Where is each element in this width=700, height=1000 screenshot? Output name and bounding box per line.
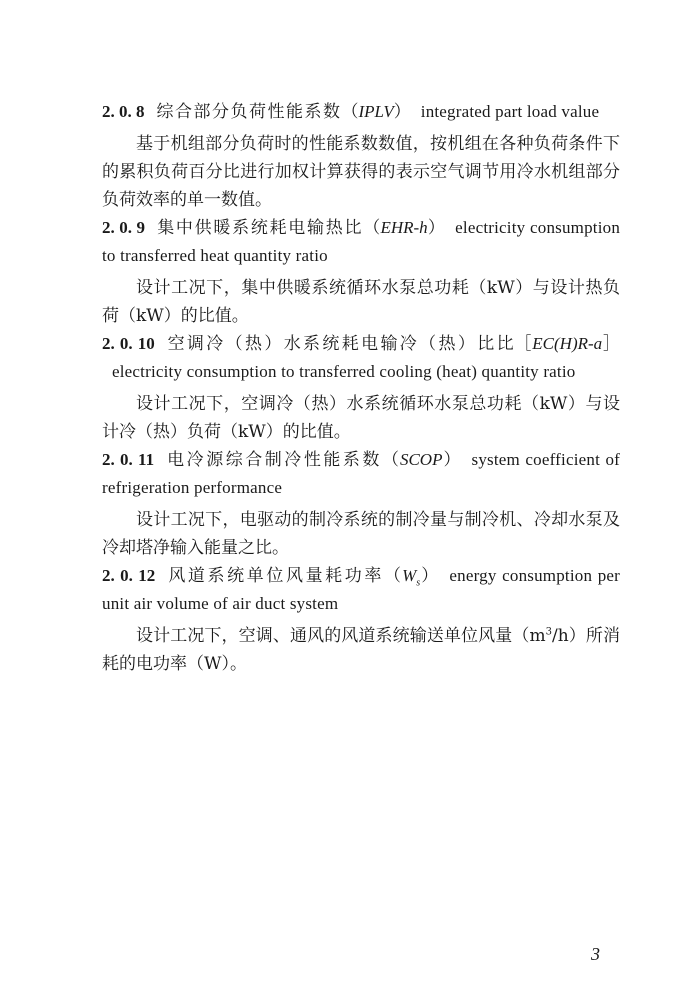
term-heading: 2. 0. 12 风道系统单位风量耗功率$(W_s)$ energy consumption per unit air volume of air duct system: [102, 566, 621, 613]
term-abbreviation: EC(H)R-a: [532, 334, 603, 353]
page-number: 3: [591, 944, 600, 964]
term-heading: 2. 0. 11 电冷源综合制冷性能系数（SCOP） system coefficient of refrigeration performance: [102, 450, 621, 497]
term-english: system coefficient of refrigeration performance: [102, 450, 621, 497]
term-abbreviation: IPLV: [358, 102, 394, 121]
term-definition: 设计工况下，电驱动的制冷系统的制冷量与制冷机、冷却水泵及冷却塔净输入能量之比。: [102, 510, 620, 558]
term-definition: 设计工况下，空调冷（热）水系统循环水泵总功耗（kW）与设计冷（热）负荷（kW）的比值。: [102, 394, 620, 442]
term-entry-2-0-9: [102, 214, 620, 330]
term-entry-2-0-11: [102, 446, 620, 562]
abbr-subscript: s: [416, 577, 421, 589]
definition-part-1: 设计工况下，空调、通风的风道系统输送单位风量（m: [136, 626, 546, 646]
term-definition: 基于机组部分负荷时的性能系数数值，按机组在各种负荷条件下的累积负荷百分比进行加权计算获得的表示空气调节用冷水机组部分负荷效率的单一数值。: [102, 134, 620, 210]
term-chinese: 集中供暖系统耗电输热比: [156, 218, 364, 238]
term-english: electricity consumption to transferred cooling (heat) quantity ratio: [112, 362, 576, 381]
term-entry-2-0-8: [102, 98, 620, 214]
term-abbreviation: [402, 566, 421, 589]
term-entry-2-0-12: [102, 562, 620, 678]
clause-number: 2. 0. 11: [102, 450, 155, 469]
term-chinese: 电冷源综合制冷性能系数: [166, 450, 382, 470]
definition-part-2: /h）所消耗的电功率（W）。: [102, 626, 620, 674]
term-chinese: 风道系统单位风量耗功率: [167, 566, 385, 586]
definition-superscript: 3: [545, 626, 552, 638]
clause-number: 2. 0. 10: [102, 334, 155, 353]
term-heading: 2. 0. 9 集中供暖系统耗电输热比（EHR-h） electricity consumption to transferred heat quantity ratio: [102, 218, 621, 265]
term-english: energy consumption per unit air volume of air duct system: [102, 566, 621, 613]
term-chinese: 综合部分负荷性能系数: [156, 102, 342, 122]
term-chinese: 空调冷（热）水系统耗电输冷（热）比: [166, 334, 497, 354]
term-english: integrated part load value: [420, 102, 600, 121]
document-body: [102, 98, 620, 678]
clause-number: 2. 0. 12: [102, 566, 156, 585]
term-definition: 设计工况下，集中供暖系统循环水泵总功耗（kW）与设计热负荷（kW）的比值。: [102, 278, 620, 326]
term-abbreviation: EHR-h: [380, 218, 428, 237]
clause-number: 2. 0. 9: [102, 218, 145, 237]
term-abbreviation: SCOP: [399, 450, 443, 469]
term-entry-2-0-10: [102, 330, 620, 446]
term-heading: 2. 0. 8 综合部分负荷性能系数（IPLV） integrated part load value: [102, 102, 600, 122]
abbr-base: W: [402, 566, 417, 585]
term-heading: 2. 0. 10 空调冷（热）水系统耗电输冷（热）比比［EC(H)R-a］electricity consumption to transferred cooling (heat) quantity ratio: [102, 334, 621, 381]
term-definition: [102, 622, 620, 678]
clause-number: 2. 0. 8: [102, 102, 145, 121]
term-english: electricity consumption to transferred heat quantity ratio: [102, 218, 621, 265]
